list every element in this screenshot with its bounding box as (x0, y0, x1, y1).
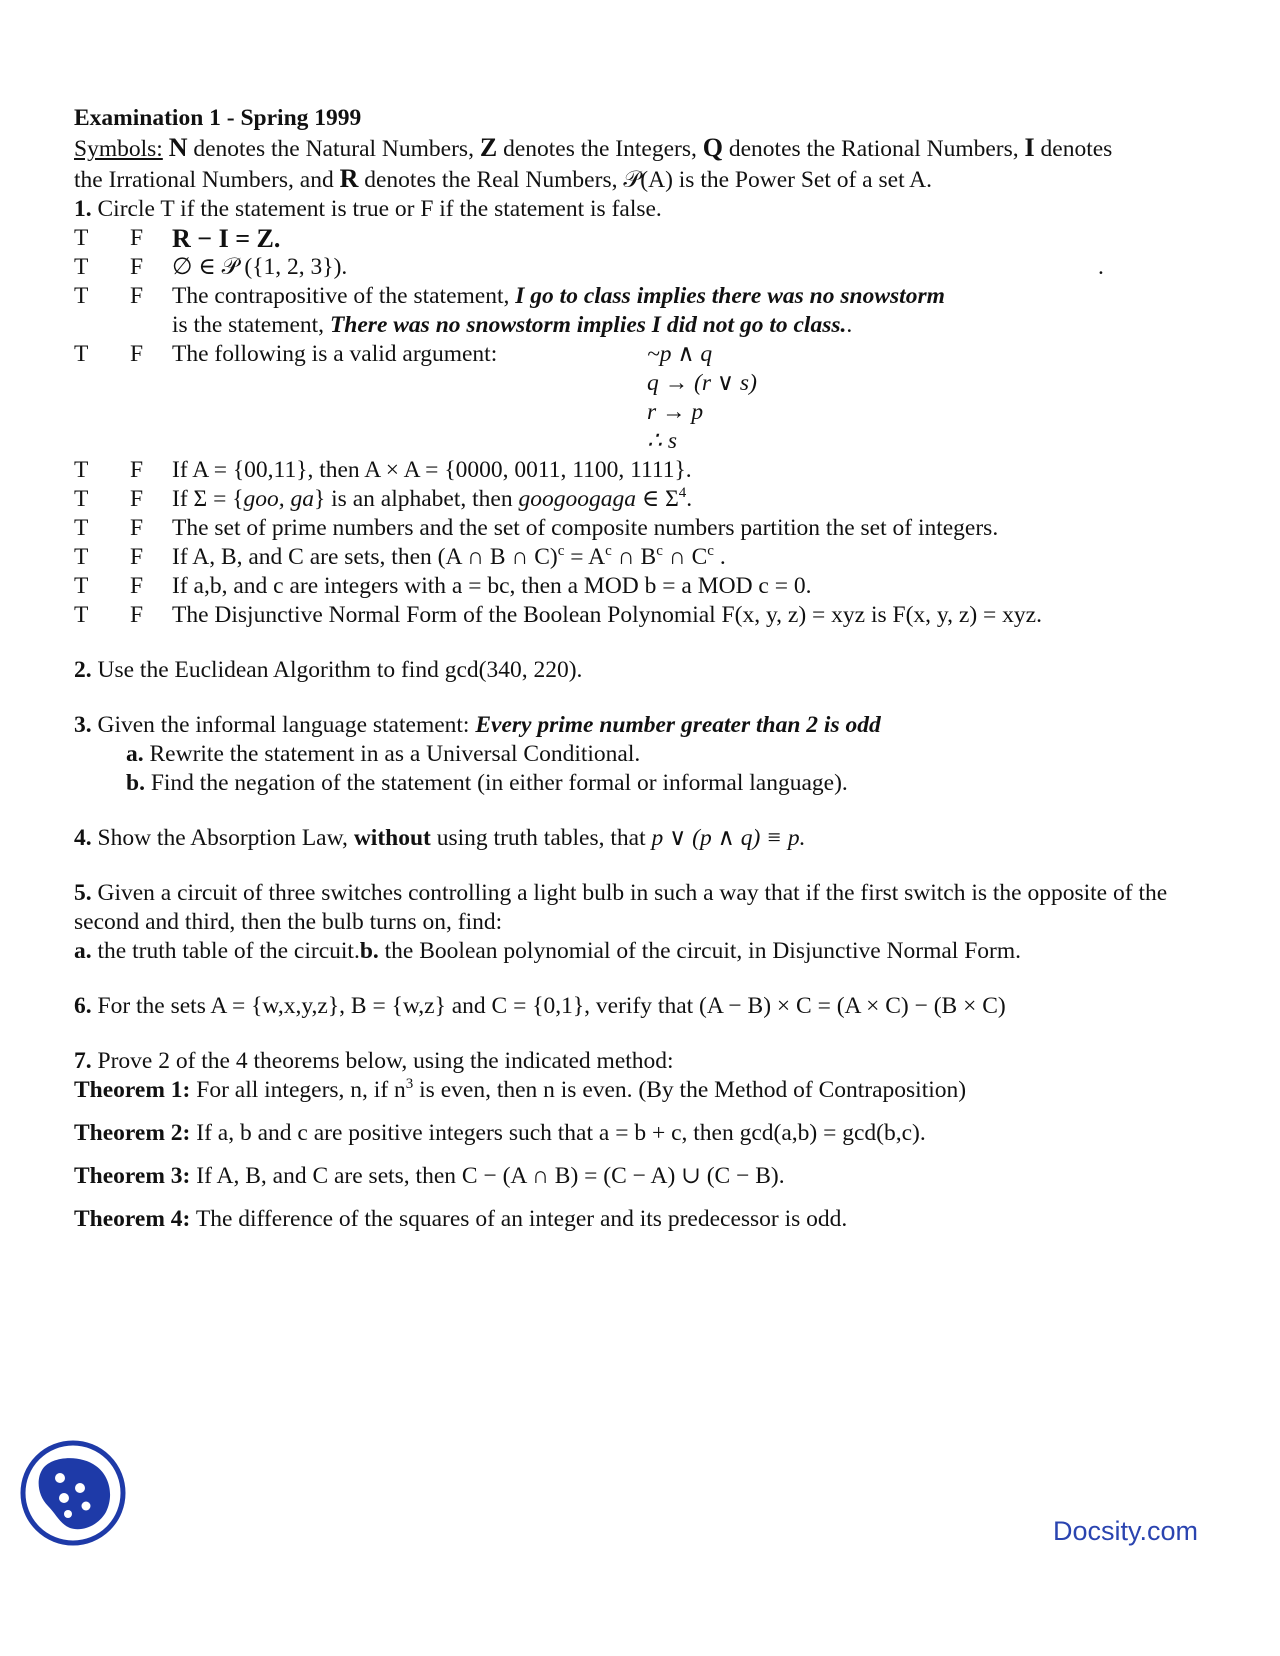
f-option[interactable]: F (130, 254, 144, 280)
s6-part: } is an alphabet, then (314, 486, 513, 512)
tf-statement: R − I = Z. (172, 224, 281, 253)
q6-text: For the sets A = {w,x,y,z}, B = {w,z} and C = {0,1}, verify that (A − B) × C = (A × C) − (B × C) (97, 993, 1006, 1019)
docsity-logo-icon (20, 1440, 126, 1546)
tf-row (74, 340, 1204, 369)
symbol-i-desc: denotes (1040, 136, 1113, 162)
f-option[interactable]: F (130, 486, 144, 512)
theorem-2-text: If a, b and c are positive integers such that a = b + c, then gcd(a,b) = gcd(b,c). (196, 1120, 926, 1146)
symbol-r: R (339, 164, 359, 193)
symbol-q-desc: denotes the Rational Numbers, (728, 136, 1019, 162)
f-option[interactable]: F (130, 457, 144, 483)
s6-part: googoogaga (518, 486, 636, 512)
q4-text-b: using truth tables, that (436, 825, 646, 851)
tf-row (74, 514, 1204, 543)
t-option[interactable]: T (74, 486, 89, 512)
q3-b-label: b. (126, 770, 145, 796)
q2-number: 2. (74, 657, 92, 683)
symbol-z: Z (479, 133, 498, 162)
t-option[interactable]: T (74, 457, 89, 483)
q2-text: Use the Euclidean Algorithm to find gcd(340, 220). (97, 657, 583, 683)
complement-sup: c (707, 543, 714, 560)
tf-row (74, 282, 1204, 311)
s8-part: ∩ C (662, 544, 708, 570)
q7-number: 7. (74, 1048, 92, 1074)
t-option[interactable]: T (74, 515, 89, 541)
complement-sup: c (557, 543, 565, 560)
symbol-n: N (168, 133, 188, 162)
s8-part: . (713, 544, 726, 570)
t-option[interactable]: T (74, 341, 89, 367)
q1-number: 1. (74, 196, 92, 222)
s6-part: goo, ga (243, 486, 314, 512)
f-option[interactable]: F (130, 341, 144, 367)
t-option[interactable]: T (74, 225, 89, 251)
f-option[interactable]: F (130, 544, 144, 570)
t-option[interactable]: T (74, 254, 89, 280)
theorem-1 (74, 1076, 1204, 1105)
theorem-4-text: The difference of the squares of an integer and its predecessor is odd. (195, 1206, 848, 1232)
s6-part: If Σ = { (172, 486, 244, 512)
f-option[interactable]: F (130, 225, 144, 251)
s6-part: . (686, 486, 693, 512)
argument-row (74, 427, 1204, 456)
q6 (74, 992, 1204, 1021)
symbols-line-2-start: the Irrational Numbers, and (74, 167, 334, 193)
s3-original-statement: I go to class implies there was no snowstorm (515, 283, 945, 309)
tf-statement: ∅ ∈ 𝒫 ({1, 2, 3}). (172, 254, 348, 280)
theorem-3-label: Theorem 3: (74, 1163, 191, 1189)
f-option[interactable]: F (130, 602, 144, 628)
tf-statement (172, 340, 1204, 369)
docsity-brand-link[interactable]: Docsity.com (1052, 1516, 1198, 1546)
symbols-line-1 (74, 133, 1204, 164)
symbol-q: Q (702, 133, 723, 162)
symbols-line-2-end: denotes the Real Numbers, 𝒫(A) is the Power Set of a set A. (364, 167, 933, 193)
symbols-line-2 (74, 164, 1204, 195)
q4-bold: without (353, 825, 431, 851)
s4-text: The following is a valid argument: (172, 341, 498, 367)
s8-part: ∩ B (611, 544, 657, 570)
q2 (74, 656, 1204, 685)
q4-number: 4. (74, 825, 92, 851)
exam-title: Examination 1 - Spring 1999 (74, 105, 362, 131)
tf-row (74, 572, 1204, 601)
s3-text-a: The contrapositive of the statement, (172, 283, 510, 309)
q3-b-text: Find the negation of the statement (in either formal or informal language). (150, 770, 848, 796)
tf-row (74, 253, 1204, 282)
q1-prompt-text: Circle T if the statement is true or F if the statement is false. (97, 196, 662, 222)
t-option[interactable]: T (74, 544, 89, 570)
complement-sup: c (605, 543, 612, 560)
q3-a-text: Rewrite the statement in as a Universal Conditional. (149, 741, 641, 767)
s6-superscript: 4 (678, 485, 687, 502)
s8-part: = A (564, 544, 606, 570)
complement-sup: c (656, 543, 663, 560)
tf-statement (172, 311, 1204, 340)
argument-row (74, 398, 1204, 427)
s6-part: ∈ Σ (641, 486, 679, 512)
exam-page (74, 104, 1204, 1234)
q5-text: Given a circuit of three switches controlling a light bulb in such a way that if the first switch is the opposite of the second and third, then the bulb turns on, find: (74, 880, 1168, 935)
t-option[interactable]: T (74, 573, 89, 599)
argument-row (74, 369, 1204, 398)
q7 (74, 1047, 1204, 1076)
argument-premise: ~p ∧ q (647, 341, 713, 367)
q3-number: 3. (74, 712, 92, 738)
q5-parts (74, 937, 1204, 966)
argument-conclusion: ∴ s (647, 428, 677, 454)
q1-prompt (74, 195, 1204, 224)
tf-statement: The set of prime numbers and the set of composite numbers partition the set of integers. (172, 515, 999, 541)
q7-text: Prove 2 of the 4 theorems below, using the indicated method: (97, 1048, 674, 1074)
tf-row (74, 543, 1204, 572)
q5-b-text: the Boolean polynomial of the circuit, in Disjunctive Normal Form. (384, 938, 1021, 964)
tf-row (74, 456, 1204, 485)
tf-row (74, 485, 1204, 514)
tf-statement (172, 485, 1204, 514)
theorem-1-label: Theorem 1: (74, 1077, 191, 1103)
q5-number: 5. (74, 880, 92, 906)
theorem-2 (74, 1119, 1204, 1148)
theorem-3 (74, 1162, 1204, 1191)
q4-formula: p ∨ (p ∧ q) ≡ p. (651, 825, 806, 851)
q3-part-a (74, 740, 1204, 769)
q5-a-text: the truth table of the circuit. (97, 938, 360, 964)
f-option[interactable]: F (130, 573, 144, 599)
t-option[interactable]: T (74, 283, 89, 309)
tf-statement: If A = {00,11}, then A × A = {0000, 0011, 1100, 1111}. (172, 457, 692, 483)
f-option[interactable]: F (130, 283, 144, 309)
tf-statement: The Disjunctive Normal Form of the Boolean Polynomial F(x, y, z) = xyz is F(x, y, z) = xyz. (172, 602, 1042, 628)
theorem-4 (74, 1205, 1204, 1234)
theorem-2-label: Theorem 2: (74, 1120, 191, 1146)
q4-text-a: Show the Absorption Law, (97, 825, 348, 851)
symbol-z-desc: denotes the Integers, (503, 136, 697, 162)
theorem-1-text-a: For all integers, n, if n (196, 1077, 406, 1103)
tf-statement (172, 543, 1204, 572)
q3-a-label: a. (126, 741, 144, 767)
theorem-3-text: If A, B, and C are sets, then C − (A ∩ B) = (C − A) ∪ (C − B). (196, 1163, 785, 1189)
tf-row-continuation (74, 311, 1204, 340)
theorem-1-sup: 3 (405, 1076, 414, 1093)
stray-period: . (1098, 254, 1104, 280)
s8-part: If A, B, and C are sets, then (A ∩ B ∩ C) (172, 544, 558, 570)
t-option[interactable]: T (74, 602, 89, 628)
q5-a-label: a. (74, 938, 92, 964)
argument-premise: r → p (647, 399, 704, 425)
theorem-1-text-b: is even, then n is even. (By the Method of Contraposition) (419, 1077, 967, 1103)
q3 (74, 711, 1204, 740)
q5-b-label: b. (359, 938, 379, 964)
q3-text: Given the informal language statement: (97, 712, 470, 738)
q4 (74, 824, 1204, 853)
q3-statement: Every prime number greater than 2 is odd (475, 712, 881, 738)
tf-row (74, 224, 1204, 253)
symbols-label: Symbols: (74, 136, 163, 162)
symbol-n-desc: denotes the Natural Numbers, (193, 136, 474, 162)
tf-statement: If a,b, and c are integers with a = bc, then a MOD b = a MOD c = 0. (172, 573, 812, 599)
q6-number: 6. (74, 993, 92, 1019)
tf-row (74, 601, 1204, 630)
theorem-4-label: Theorem 4: (74, 1206, 191, 1232)
symbol-i: I (1024, 133, 1035, 162)
tf-statement (172, 282, 1204, 311)
argument-premise: q → (r ∨ s) (647, 370, 757, 396)
s3-text-c: is the statement, (172, 312, 325, 338)
q5 (74, 879, 1204, 937)
f-option[interactable]: F (130, 515, 144, 541)
s3-contrapositive: There was no snowstorm implies I did not go to class. (329, 312, 847, 338)
s3-period: . (846, 312, 853, 338)
q3-part-b (74, 769, 1204, 798)
